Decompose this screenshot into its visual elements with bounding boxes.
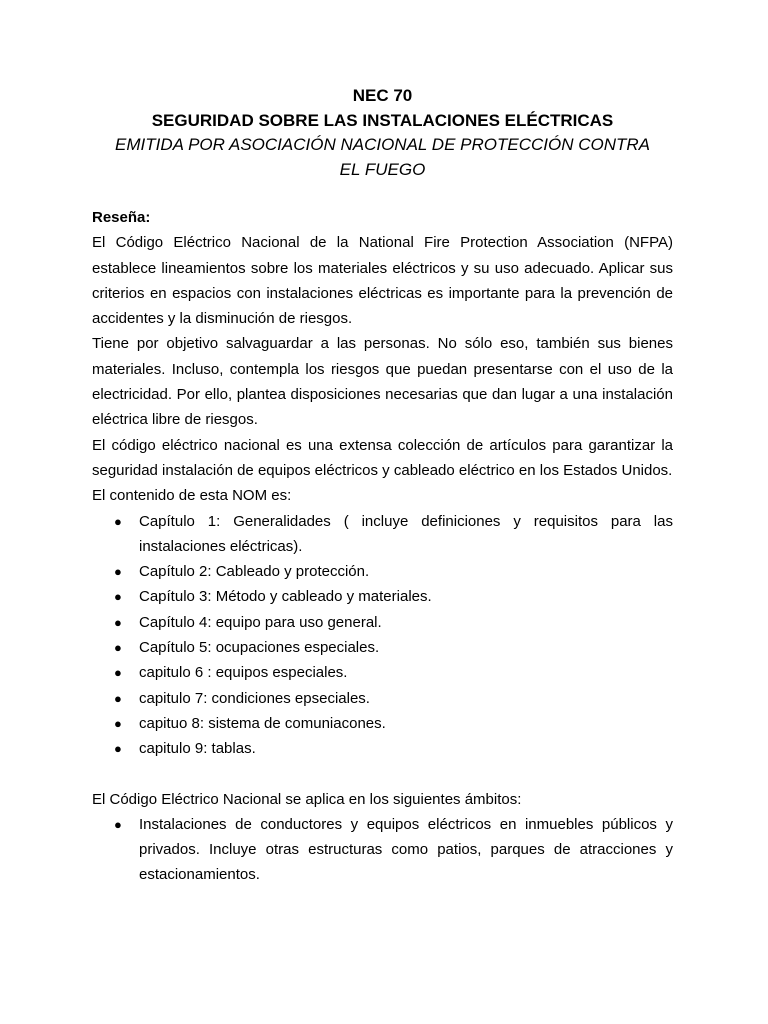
chapter-list-item [92,660,673,685]
paragraph-spacer [92,762,673,787]
chapter-text: capituo 8: sistema de comuniacones. [139,714,386,732]
scope-text: Instalaciones de conductores y equipos eléctricos en inmuebles públicos y privados. Incluye otras estructuras como patios, parques de atracciones y estacionamientos. [139,815,673,884]
bullet-icon: ● [114,564,122,580]
chapter-list [92,509,673,762]
scope-list [92,812,673,888]
scope-intro: El Código Eléctrico Nacional se aplica en los siguientes ámbitos: [92,790,522,808]
chapter-text: capitulo 7: condiciones epseciales. [139,689,370,707]
contents-intro: El contenido de esta NOM es: [92,487,292,505]
bullet-icon: ● [114,816,122,832]
chapter-text: Capítulo 1: Generalidades ( incluye definiciones y requisitos para las instalaciones eléctricas). [139,512,673,555]
scope-list-item [92,812,673,888]
bullet-icon: ● [114,589,122,605]
chapter-list-item [92,736,673,761]
document-page [92,84,673,888]
document-subtitle [92,133,673,182]
chapter-text: Capítulo 5: ocupaciones especiales. [139,639,380,657]
review-heading: Reseña: [92,209,151,226]
bullet-icon: ● [114,690,122,706]
review-section [92,205,673,888]
chapter-list-item [92,584,673,609]
bullet-icon: ● [114,614,122,630]
chapter-text: capitulo 6 : equipos especiales. [139,664,348,682]
review-paragraph: El Código Eléctrico Nacional de la National Fire Protection Association (NFPA) establece lineamientos sobre los materiales eléctricos y su uso adecuado. Aplicar sus criterios en espacios con instalaciones eléctricas es importante para la prevención de accidentes y la disminución de riesgos. [92,234,673,328]
chapter-text: Capítulo 2: Cableado y protección. [139,563,370,581]
chapter-text: capitulo 9: tablas. [139,740,256,758]
subtitle-line-1: EMITIDA POR ASOCIACIÓN NACIONAL DE PROTECCIÓN CONTRA [115,135,650,154]
document-title: SEGURIDAD SOBRE LAS INSTALACIONES ELÉCTRICAS [151,110,614,130]
bullet-icon: ● [114,640,122,656]
chapter-list-item [92,635,673,660]
review-paragraph: Tiene por objetivo salvaguardar a las personas. No sólo eso, también sus bienes materiales. Incluso, contempla los riesgos que puedan presentarse con el uso de la electricidad. Por ello, plantea disposiciones necesarias que dan lugar a una instalación eléctrica libre de riesgos. [92,335,673,429]
document-title-block [92,84,673,182]
chapter-list-item [92,559,673,584]
bullet-icon: ● [114,665,122,681]
chapter-list-item [92,610,673,635]
document-code: NEC 70 [352,86,413,105]
review-paragraph: El código eléctrico nacional es una extensa colección de artículos para garantizar la seguridad instalación de equipos eléctricos y cableado eléctrico en los Estados Unidos. [92,436,673,479]
chapter-text: Capítulo 4: equipo para uso general. [139,613,382,631]
chapter-text: Capítulo 3: Método y cableado y materiales. [139,588,432,606]
chapter-list-item [92,686,673,711]
chapter-list-item [92,711,673,736]
bullet-icon: ● [114,741,122,757]
bullet-icon: ● [114,513,122,529]
bullet-icon: ● [114,715,122,731]
subtitle-line-2: EL FUEGO [339,159,426,179]
chapter-list-item [92,509,673,560]
